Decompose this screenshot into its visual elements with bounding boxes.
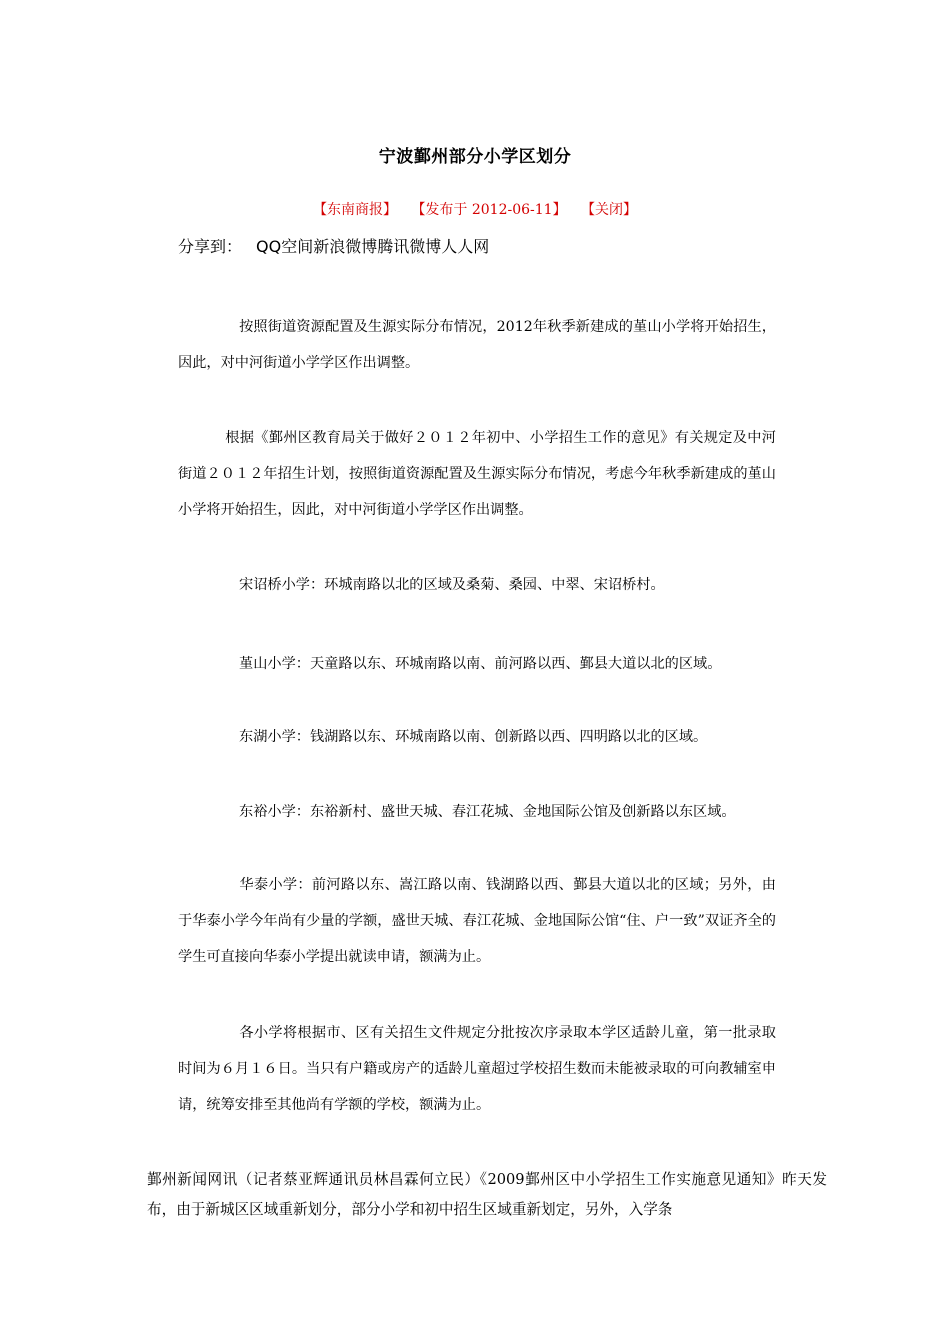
article-meta bbox=[0, 199, 950, 219]
share-link-renren[interactable]: 人人网 bbox=[441, 237, 490, 256]
paragraph-intro: 按照街道资源配置及生源实际分布情况，2012年秋季新建成的堇山小学将开始招生，因此，对中河街道小学学区作出调整。 bbox=[178, 319, 776, 371]
share-link-tencent-weibo[interactable]: 腾讯微博 bbox=[377, 237, 442, 256]
share-link-qzone[interactable]: QQ空间 bbox=[256, 237, 314, 256]
source-label: 【东南商报】 bbox=[312, 202, 397, 218]
article-title: 宁波鄞州部分小学区划分 bbox=[378, 147, 572, 167]
district-dongyu: 东裕小学：东裕新村、盛世天城、春江花城、金地国际公馆及创新路以东区域。 bbox=[239, 804, 736, 820]
district-donghu: 东湖小学：钱湖路以东、环城南路以南、创新路以西、四明路以北的区域。 bbox=[239, 729, 708, 745]
district-jinshan: 堇山小学：天童路以东、环城南路以南、前河路以西、鄞县大道以北的区域。 bbox=[239, 656, 722, 672]
district-songzhaoqiao: 宋诏桥小学：环城南路以北的区域及桑菊、桑园、中翠、宋诏桥村。 bbox=[239, 577, 665, 593]
paragraph-admission: 各小学将根据市、区有关招生文件规定分批按次序录取本学区适龄儿童，第一批录取时间为６月１６日。当只有户籍或房产的适龄儿童超过学校招生数而未能被录取的可向教辅室申请，统筹安排至其他尚有学额的学校，额满为止。 bbox=[178, 1025, 776, 1113]
paragraph-basis: 根据《鄞州区教育局关于做好２０１２年初中、小学招生工作的意见》有关规定及中河街道２０１２年招生计划，按照街道资源配置及生源实际分布情况，考虑今年秋季新建成的堇山小学将开始招生，因此，对中河街道小学学区作出调整。 bbox=[178, 430, 776, 518]
share-bar bbox=[178, 234, 489, 257]
publish-date: 【发布于 2012-06-11】 bbox=[411, 202, 567, 218]
share-link-sina-weibo[interactable]: 新浪微博 bbox=[313, 237, 378, 256]
footer-news-excerpt: 鄞州新闻网讯（记者蔡亚辉通讯员林昌霖何立民）《2009鄞州区中小学招生工作实施意见通知》昨天发布，由于新城区区域重新划分，部分小学和初中招生区域重新划定，另外，入学条 bbox=[147, 1171, 827, 1218]
share-label: 分享到： bbox=[178, 237, 243, 256]
close-link[interactable]: 【关闭】 bbox=[581, 202, 638, 218]
district-huatai: 华泰小学：前河路以东、嵩江路以南、钱湖路以西、鄞县大道以北的区域；另外，由于华泰小学今年尚有少量的学额，盛世天城、春江花城、金地国际公馆“住、户一致”双证齐全的学生可直接向华泰小学提出就读申请，额满为止。 bbox=[178, 877, 776, 965]
